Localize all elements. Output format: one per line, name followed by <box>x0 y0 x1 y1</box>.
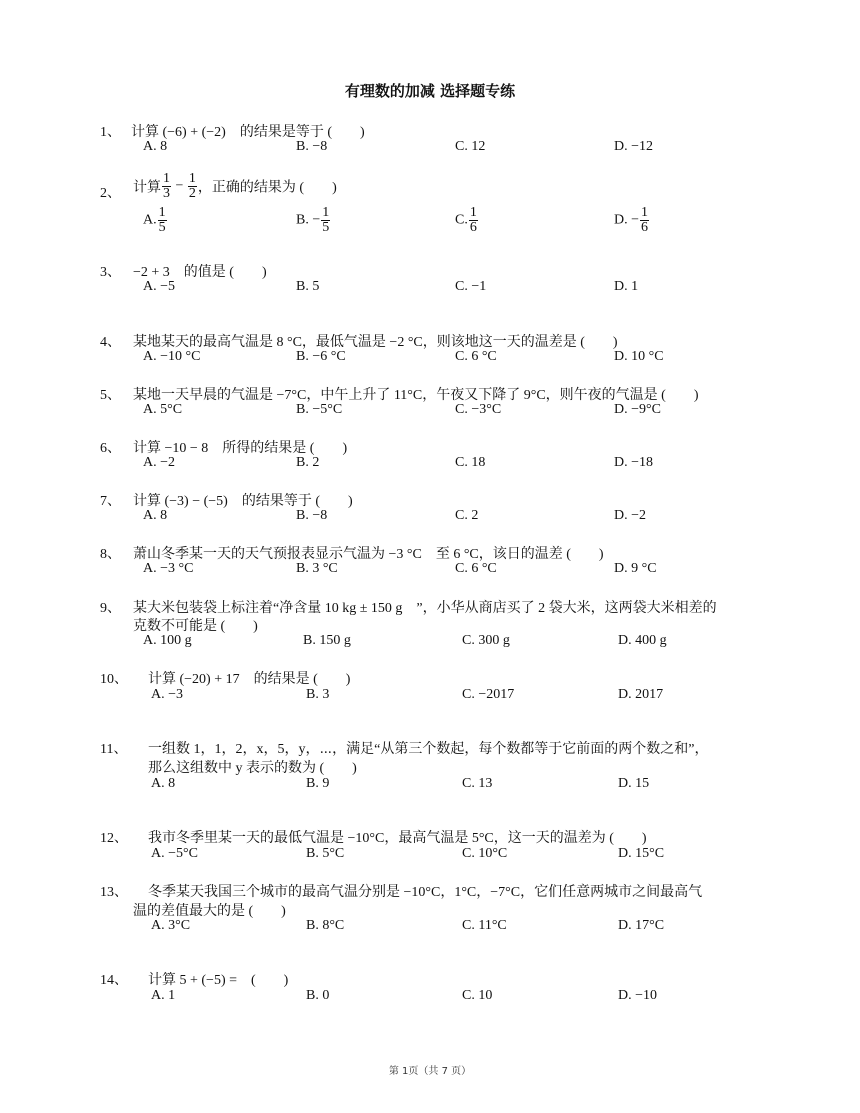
option-c[interactable]: C. 300 g <box>462 633 510 648</box>
option-prefix: D. − <box>614 212 640 228</box>
option-a[interactable]: A. 3°C <box>151 918 191 933</box>
option-d[interactable]: D. 2017 <box>618 687 664 702</box>
option-b[interactable]: B. −8 <box>296 508 328 523</box>
option-c[interactable]: C. 10°C <box>462 846 508 861</box>
question-number: 9、 <box>100 601 121 616</box>
option-d[interactable]: D. 10 °C <box>614 349 664 364</box>
option-prefix: B. − <box>296 212 321 228</box>
question-number: 14、 <box>100 973 128 988</box>
option-b[interactable]: B. 150 g <box>303 633 351 648</box>
option-b[interactable] <box>296 206 331 235</box>
question-text-pre: 计算 <box>133 180 161 196</box>
option-d[interactable]: D. 400 g <box>618 633 667 648</box>
option-a[interactable]: A. 8 <box>151 776 176 791</box>
option-c[interactable]: C. 6 °C <box>455 349 497 364</box>
option-a[interactable]: A. 5°C <box>143 402 183 417</box>
option-d[interactable]: D. −9°C <box>614 402 661 417</box>
option-a[interactable]: A. 8 <box>143 139 168 154</box>
option-d[interactable]: D. −12 <box>614 139 654 154</box>
option-a[interactable]: A. 1 <box>151 988 176 1003</box>
page-title: 有理数的加减 选择题专练 <box>344 82 516 100</box>
question-text: 某地某天的最高气温是 8 °C，最低气温是 −2 °C，则该地这一天的温差是 ( ) <box>133 335 618 350</box>
fraction-denominator: 6 <box>641 220 649 235</box>
fraction-denominator: 5 <box>158 220 166 235</box>
option-a[interactable]: A. −3 <box>151 687 184 702</box>
option-b[interactable]: B. 8°C <box>306 918 345 933</box>
option-c[interactable]: C. 11°C <box>462 918 507 933</box>
fraction-numerator: 1 <box>158 205 166 220</box>
question-number: 7、 <box>100 494 121 509</box>
question-text: 某地一天早晨的气温是 −7°C，中午上升了 11°C，午夜又下降了 9°C，则午夜的气温是 ( ) <box>133 388 699 403</box>
fraction-numerator: 1 <box>469 205 477 220</box>
question-text: 某大米包装袋上标注着“净含量 10 kg ± 150 g ”，小华从商店买了 2 袋大米，这两袋大米相差的 <box>133 601 717 616</box>
fraction-numerator: 1 <box>188 171 196 186</box>
question-text: −2 + 3 的值是 ( ) <box>133 265 267 280</box>
option-d[interactable]: D. 9 °C <box>614 561 657 576</box>
option-d[interactable]: D. 15°C <box>618 846 665 861</box>
option-b[interactable]: B. 0 <box>306 988 330 1003</box>
option-b[interactable]: B. −8 <box>296 139 328 154</box>
fraction-denominator: 2 <box>188 186 196 201</box>
question-text: 计算 5 + (−5) = ( ) <box>148 973 289 988</box>
question-text: 计算 (−6) + (−2) 的结果是等于 ( ) <box>131 125 365 140</box>
option-d[interactable]: D. −18 <box>614 455 654 470</box>
option-prefix: A. <box>143 212 157 228</box>
option-b[interactable]: B. 3 <box>306 687 330 702</box>
question-text: 一组数 1，1，2，x，5，y，⋯，满足“从第三个数起，每个数都等于它前面的两个数之和”， <box>148 742 709 757</box>
option-b[interactable]: B. 3 °C <box>296 561 338 576</box>
question-text-post: ，正确的结果为 ( ) <box>197 180 337 196</box>
question-number: 5、 <box>100 388 121 403</box>
question-number: 13、 <box>100 885 128 900</box>
fraction <box>162 172 171 201</box>
page-footer: 第 1页（共 7 页） <box>388 1066 472 1077</box>
option-b[interactable]: B. −6 °C <box>296 349 346 364</box>
fraction <box>158 206 167 235</box>
option-c[interactable]: C. −2017 <box>462 687 515 702</box>
fraction-denominator: 5 <box>322 220 330 235</box>
question-number: 1、 <box>100 125 121 140</box>
option-c[interactable]: C. −3°C <box>455 402 502 417</box>
option-b[interactable]: B. 9 <box>306 776 330 791</box>
option-c[interactable]: C. −1 <box>455 279 487 294</box>
fraction-numerator: 1 <box>163 171 170 186</box>
question-number: 4、 <box>100 335 121 350</box>
option-a[interactable]: A. −2 <box>143 455 176 470</box>
option-b[interactable]: B. 5°C <box>306 846 345 861</box>
question-text: 计算 (−20) + 17 的结果是 ( ) <box>148 672 351 687</box>
option-c[interactable]: C. 6 °C <box>455 561 497 576</box>
fraction-numerator: 1 <box>641 205 649 220</box>
question-text-continued: 那么这组数中 y 表示的数为 ( ) <box>148 761 357 776</box>
question-number: 11、 <box>100 742 128 757</box>
option-b[interactable]: B. 2 <box>296 455 320 470</box>
fraction <box>321 206 330 235</box>
question-number: 10、 <box>100 672 128 687</box>
question-text: 萧山冬季某一天的天气预报表显示气温为 −3 °C 至 6 °C，该日的温差 ( ) <box>133 547 604 562</box>
option-d[interactable]: D. 17°C <box>618 918 665 933</box>
fraction-numerator: 1 <box>322 205 330 220</box>
question-number: 2、 <box>100 186 121 201</box>
question-text-continued: 克数不可能是 ( ) <box>133 619 258 634</box>
option-a[interactable]: A. −10 °C <box>143 349 201 364</box>
option-d[interactable]: D. 1 <box>614 279 639 294</box>
question-text: 计算 −10 − 8 所得的结果是 ( ) <box>133 441 348 456</box>
fraction <box>188 172 197 201</box>
option-a[interactable]: A. 100 g <box>143 633 192 648</box>
question-text: 计算 (−3) − (−5) 的结果等于 ( ) <box>133 494 353 509</box>
fraction-denominator: 3 <box>163 186 170 201</box>
option-a[interactable]: A. −5 <box>143 279 176 294</box>
question-number: 8、 <box>100 547 121 562</box>
option-d[interactable]: D. −10 <box>618 988 658 1003</box>
option-c[interactable]: C. 12 <box>455 139 486 154</box>
option-a[interactable]: A. 8 <box>143 508 168 523</box>
option-a[interactable]: A. −3 °C <box>143 561 194 576</box>
operator: − <box>175 178 184 194</box>
option-a[interactable]: A. −5°C <box>151 846 198 861</box>
option-c[interactable]: C. 13 <box>462 776 493 791</box>
fraction <box>469 206 478 235</box>
question-number: 12、 <box>100 831 128 846</box>
question-number: 6、 <box>100 441 121 456</box>
question-text <box>133 172 337 201</box>
question-text-continued: 温的差值最大的是 ( ) <box>133 904 286 919</box>
option-b[interactable]: B. 5 <box>296 279 320 294</box>
option-d[interactable] <box>614 206 650 235</box>
option-c[interactable]: C. 10 <box>462 988 493 1003</box>
option-prefix: C. <box>455 212 468 228</box>
question-number: 3、 <box>100 265 121 280</box>
question-text: 我市冬季里某一天的最低气温是 −10°C，最高气温是 5°C，这一天的温差为 ( ) <box>148 831 647 846</box>
option-d[interactable]: D. −2 <box>614 508 647 523</box>
option-c[interactable]: C. 18 <box>455 455 486 470</box>
option-a[interactable] <box>143 206 168 235</box>
fraction-denominator: 6 <box>469 220 477 235</box>
option-b[interactable]: B. −5°C <box>296 402 343 417</box>
option-c[interactable]: C. 2 <box>455 508 479 523</box>
question-text: 冬季某天我国三个城市的最高气温分别是 −10°C，1°C，−7°C，它们任意两城市之间最高气 <box>148 885 703 900</box>
option-c[interactable] <box>455 206 479 235</box>
fraction <box>640 206 649 235</box>
option-d[interactable]: D. 15 <box>618 776 650 791</box>
